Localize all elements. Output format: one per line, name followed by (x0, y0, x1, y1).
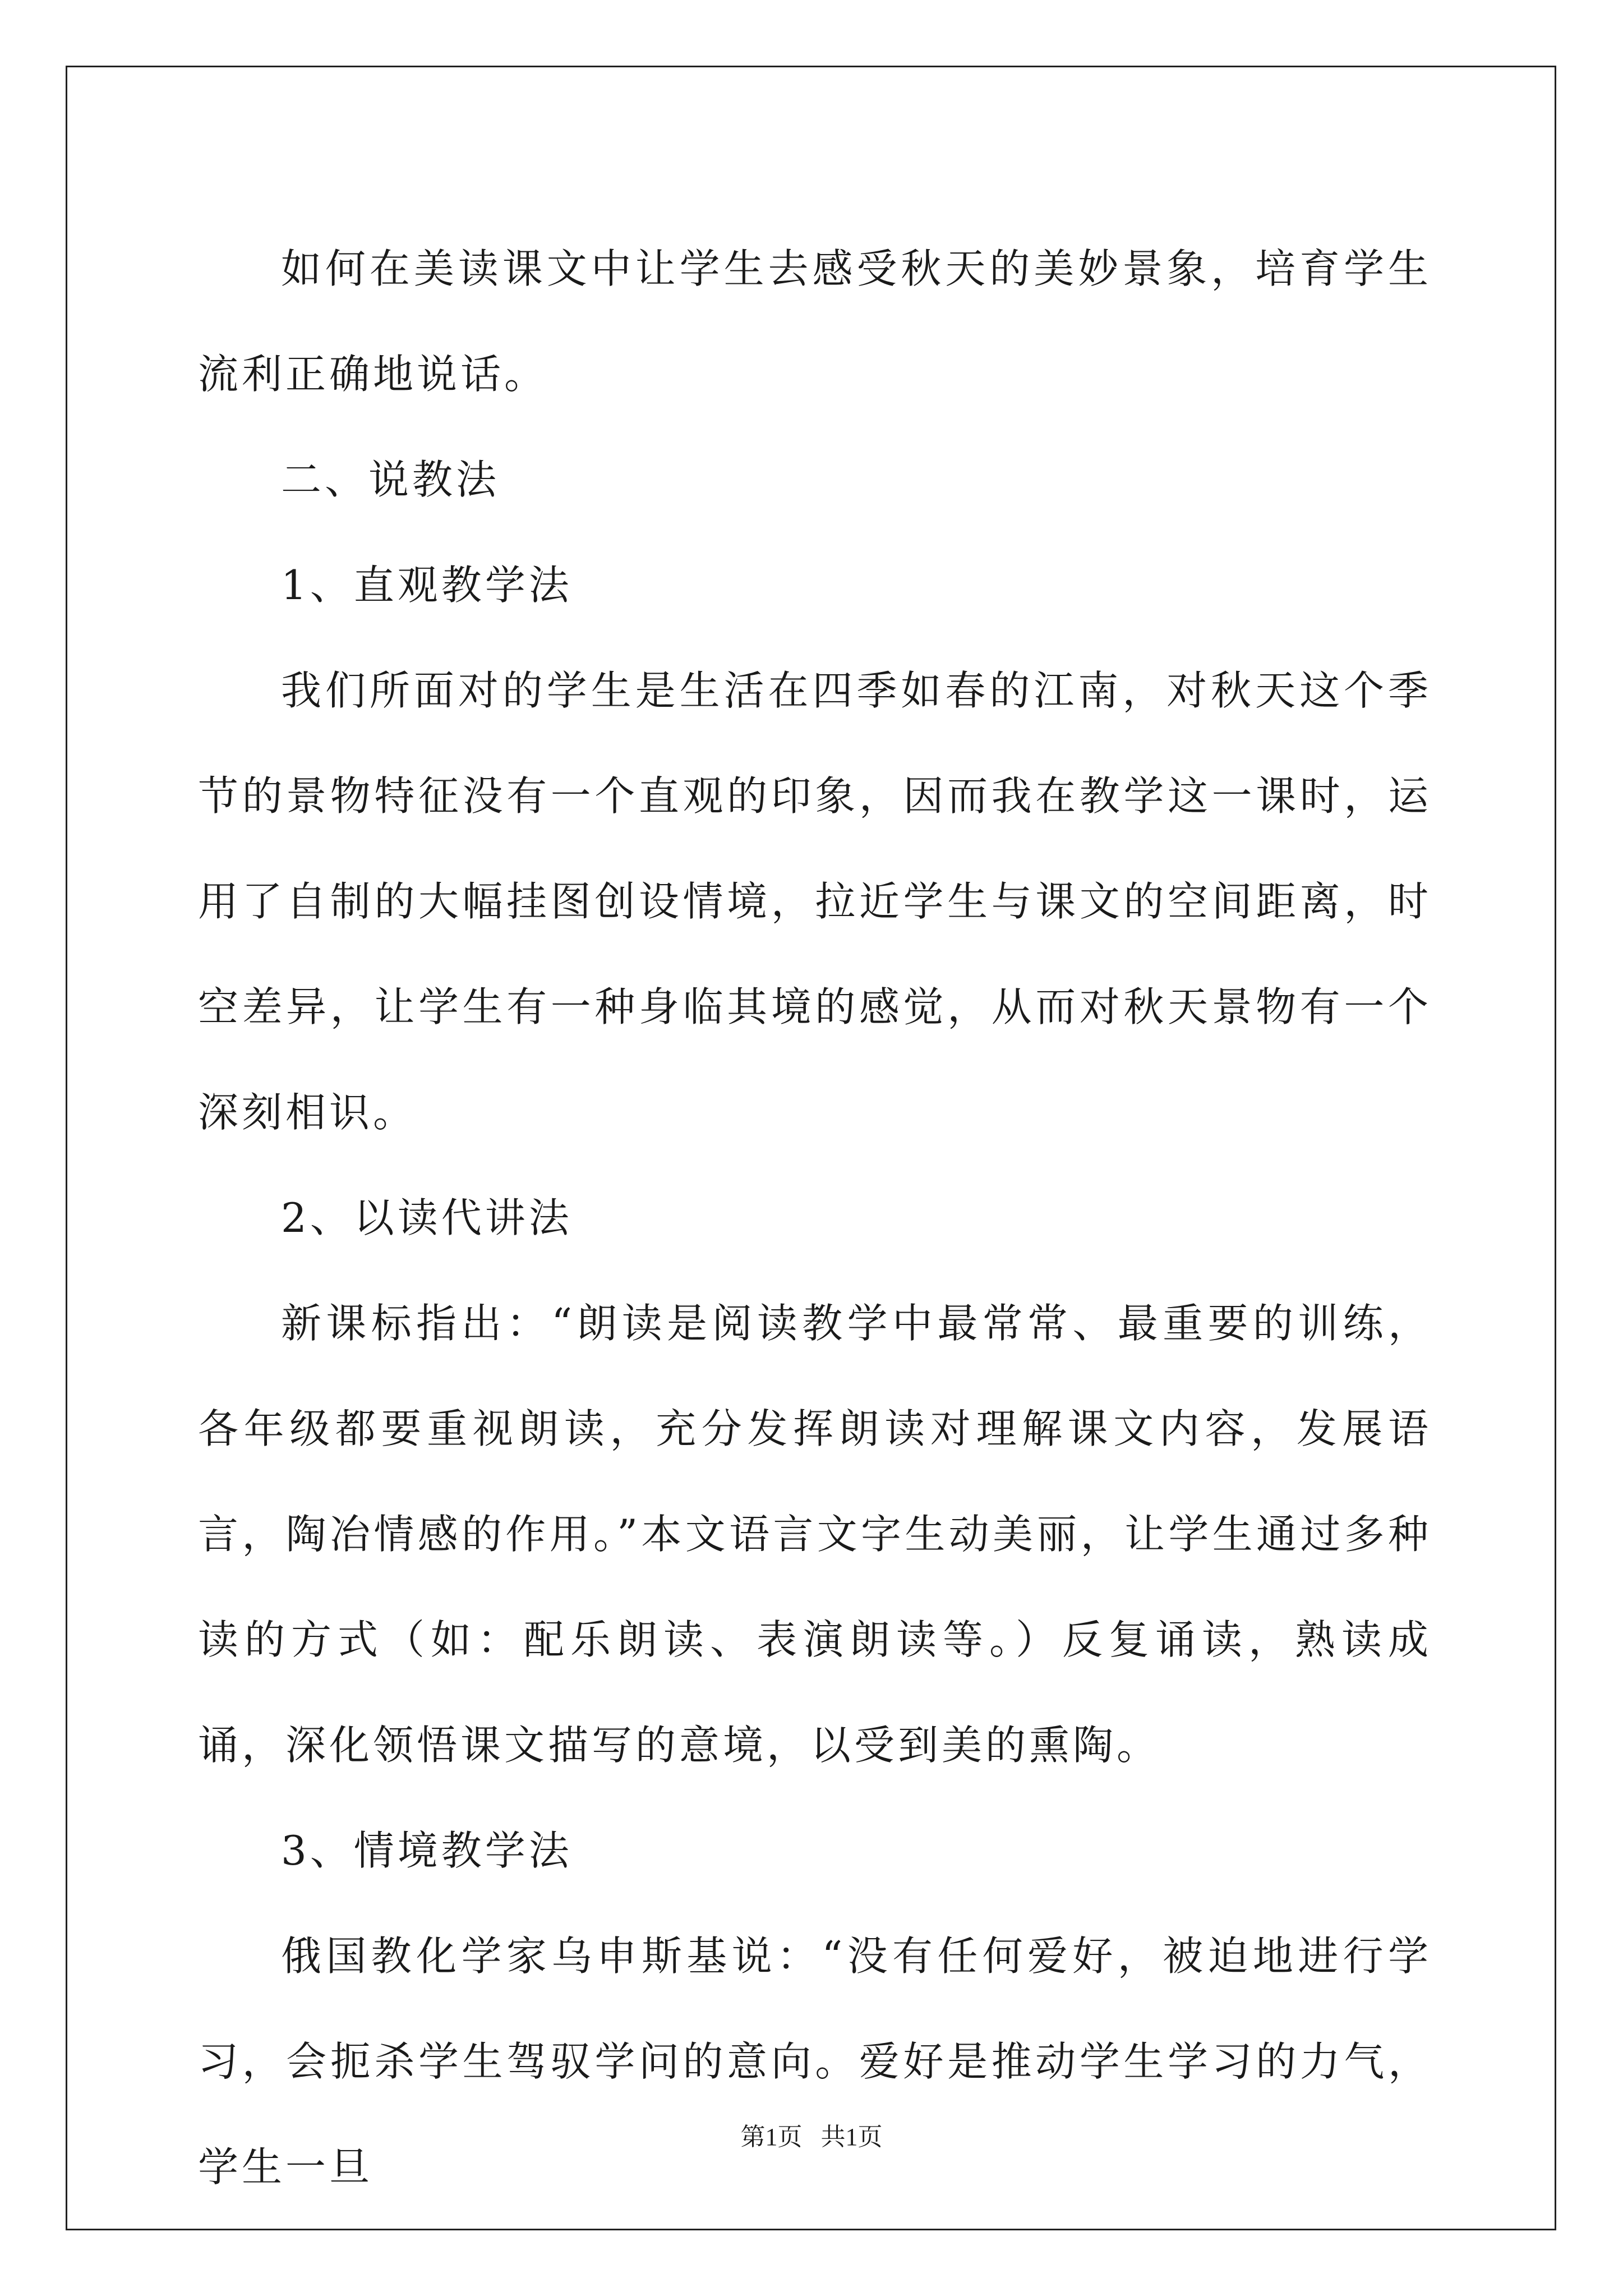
paragraph: 新课标指出：“朗读是阅读教学中最常常、最重要的训练，各年级都要重视朗读，充分发挥朗读对理解课文内容，发展语言，陶冶情感的作用。”本文语言文字生动美丽，让学生通过多种读的方式（如：配乐朗读、表演朗读等。）反复诵读，熟读成诵，深化领悟课文描写的意境，以受到美的熏陶。 (198, 1300, 1432, 1769)
section-heading: 二、说教法 (281, 456, 500, 503)
page-number-total: 共1页 (820, 2123, 883, 2151)
document-body (198, 216, 1432, 2220)
paragraph: 俄国教化学家乌申斯基说：“没有任何爱好，被迫地进行学习，会扼杀学生驾驭学问的意向。爱好是推动学生学习的力气，学生一旦 (198, 1932, 1432, 2191)
subsection-heading: 1、直观教学法 (281, 562, 573, 609)
paragraph: 我们所面对的学生是生活在四季如春的江南，对秋天这个季节的景物特征没有一个直观的印象，因而我在教学这一课时，运用了自制的大幅挂图创设情境，拉近学生与课文的空间距离，时空差异，让学生有一种身临其境的感觉，从而对秋天景物有一个深刻相识。 (198, 667, 1432, 1136)
page-number-current: 第1页 (740, 2123, 803, 2151)
footer-gap (803, 2123, 821, 2151)
paragraph: 如何在美读课文中让学生去感受秋天的美妙景象，培育学生流利正确地说话。 (198, 245, 1432, 398)
subsection-heading: 2、以读代讲法 (281, 1194, 573, 1241)
page-footer (0, 2120, 1623, 2154)
subsection-heading: 3、情境教学法 (281, 1827, 573, 1874)
